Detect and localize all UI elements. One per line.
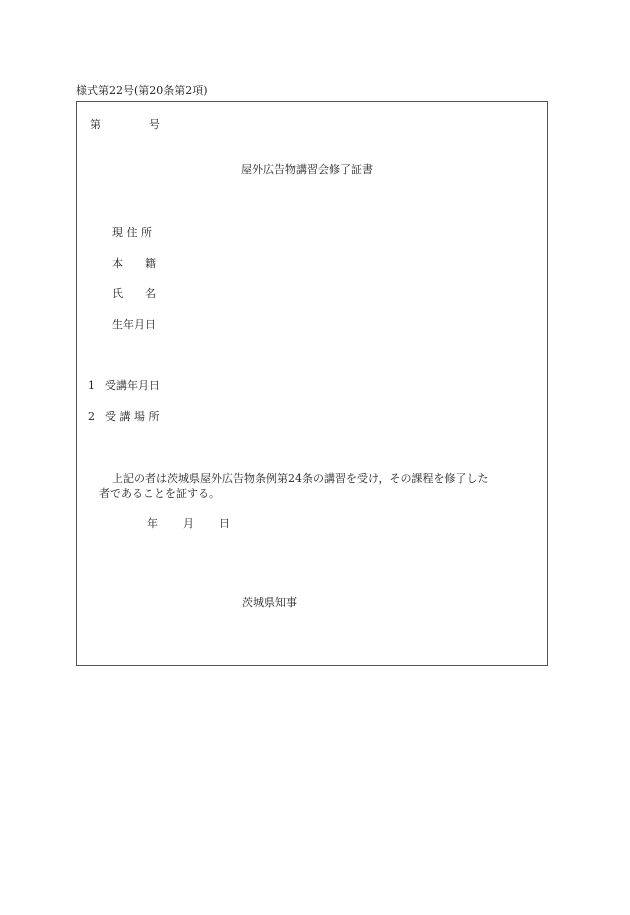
item-1-number: 1 xyxy=(88,379,95,392)
statement-line-2: 者であることを証する。 xyxy=(99,487,220,500)
item-2-number: 2 xyxy=(88,410,95,423)
item-1-label: 受講年月日 xyxy=(105,379,160,392)
number-prefix: 第 xyxy=(90,118,101,131)
form-label: 様式第22号(第20条第2項) xyxy=(76,84,208,97)
date-year: 年 xyxy=(147,517,158,530)
item-2-label: 受 講 場 所 xyxy=(105,410,160,423)
field-address-label: 現 住 所 xyxy=(112,226,152,239)
statement-line-1: 上記の者は茨城県屋外広告物条例第24条の講習を受け，その課程を修了した xyxy=(112,472,489,485)
date-month: 月 xyxy=(183,517,194,530)
page-title: 屋外広告物講習会修了証書 xyxy=(241,163,373,176)
number-suffix: 号 xyxy=(149,118,160,131)
field-domicile-label: 本 籍 xyxy=(112,257,156,270)
issuer-name: 茨城県知事 xyxy=(242,596,297,609)
field-birthdate-label: 生年月日 xyxy=(112,318,156,331)
date-day: 日 xyxy=(219,517,230,530)
field-name-label: 氏 名 xyxy=(112,287,156,300)
